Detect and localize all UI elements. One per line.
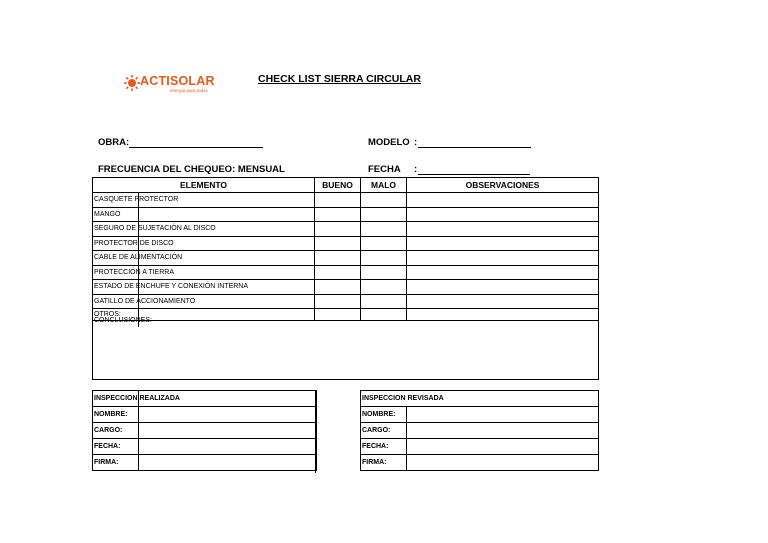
realizada-divider bbox=[138, 390, 139, 407]
fecha-colon: : bbox=[414, 164, 418, 175]
item-label: CABLE DE ALIMENTACIÓN bbox=[93, 251, 315, 266]
header-elemento: ELEMENTO bbox=[93, 178, 315, 193]
cargo-label: CARGO: bbox=[93, 423, 139, 439]
fecha-field[interactable] bbox=[418, 174, 530, 175]
modelo-colon: : bbox=[414, 137, 418, 148]
inspeccion-revisada-title: INSPECCION REVISADA bbox=[361, 391, 599, 407]
malo-cell[interactable] bbox=[361, 251, 407, 266]
firma-field[interactable] bbox=[139, 455, 317, 471]
nombre-label: NOMBRE: bbox=[361, 407, 407, 423]
observaciones-cell[interactable] bbox=[407, 251, 599, 266]
table-header-row bbox=[93, 178, 599, 193]
firma-label: FIRMA: bbox=[361, 455, 407, 471]
bueno-cell[interactable] bbox=[315, 251, 361, 266]
malo-cell[interactable] bbox=[361, 222, 407, 237]
conclusions-label: CONCLUSIONES: bbox=[94, 317, 152, 324]
header-malo: MALO bbox=[361, 178, 407, 193]
table-row bbox=[93, 251, 599, 266]
table-row bbox=[93, 309, 599, 321]
table-row bbox=[93, 294, 599, 309]
conclusions-row bbox=[93, 321, 599, 380]
observaciones-cell[interactable] bbox=[407, 265, 599, 280]
nombre-field[interactable] bbox=[407, 407, 599, 423]
table-row bbox=[93, 280, 599, 295]
item-label: SEGURO DE SUJETACIÓN AL DISCO bbox=[93, 222, 315, 237]
item-label: PROTECTOR DE DISCO bbox=[93, 236, 315, 251]
page-title: CHECK LIST SIERRA CIRCULAR bbox=[258, 73, 421, 85]
logo-tagline: energía para todos bbox=[170, 88, 208, 93]
malo-cell[interactable] bbox=[361, 309, 407, 321]
inspeccion-revisada-table bbox=[360, 390, 599, 471]
cargo-field[interactable] bbox=[407, 423, 599, 439]
logo-wordmark: ACTISOLAR bbox=[140, 74, 215, 88]
item-label: MANGO bbox=[93, 207, 315, 222]
fecha-label: FECHA bbox=[368, 164, 401, 175]
conclusions-cell[interactable] bbox=[93, 317, 599, 380]
item-label: GATILLO DE ACCIONAMIENTO bbox=[93, 294, 315, 309]
modelo-field[interactable] bbox=[418, 147, 531, 148]
cargo-label: CARGO: bbox=[361, 423, 407, 439]
observaciones-cell[interactable] bbox=[407, 280, 599, 295]
table-row bbox=[93, 207, 599, 222]
frecuencia-label: FRECUENCIA DEL CHEQUEO: MENSUAL bbox=[98, 164, 285, 175]
firma-label: FIRMA: bbox=[93, 455, 139, 471]
bueno-cell[interactable] bbox=[315, 280, 361, 295]
nombre-field[interactable] bbox=[139, 407, 317, 423]
bueno-cell[interactable] bbox=[315, 294, 361, 309]
inspeccion-realizada-title: INSPECCION REALIZADA bbox=[93, 391, 317, 407]
elemento-column-divider bbox=[138, 192, 139, 327]
observaciones-cell[interactable] bbox=[407, 294, 599, 309]
bueno-cell[interactable] bbox=[315, 309, 361, 321]
sun-icon bbox=[124, 75, 140, 91]
fecha-field[interactable] bbox=[139, 439, 317, 455]
table-row bbox=[93, 265, 599, 280]
modelo-label: MODELO bbox=[368, 137, 410, 148]
bueno-cell[interactable] bbox=[315, 193, 361, 208]
malo-cell[interactable] bbox=[361, 265, 407, 280]
table-row bbox=[93, 193, 599, 208]
signature-gap-left-line bbox=[315, 390, 316, 473]
table-row bbox=[93, 222, 599, 237]
header-observaciones: OBSERVACIONES bbox=[407, 178, 599, 193]
fecha-label: FECHA: bbox=[93, 439, 139, 455]
firma-field[interactable] bbox=[407, 455, 599, 471]
obra-field[interactable] bbox=[129, 147, 263, 148]
bueno-cell[interactable] bbox=[315, 222, 361, 237]
malo-cell[interactable] bbox=[361, 193, 407, 208]
bueno-cell[interactable] bbox=[315, 265, 361, 280]
checklist-table bbox=[92, 177, 599, 380]
fecha-label: FECHA: bbox=[361, 439, 407, 455]
bueno-cell[interactable] bbox=[315, 207, 361, 222]
malo-cell[interactable] bbox=[361, 207, 407, 222]
bueno-cell[interactable] bbox=[315, 236, 361, 251]
item-label: CASQUETE PROTECTOR bbox=[93, 193, 315, 208]
item-label: OTROS: bbox=[93, 309, 315, 321]
malo-cell[interactable] bbox=[361, 236, 407, 251]
observaciones-cell[interactable] bbox=[407, 309, 599, 321]
malo-cell[interactable] bbox=[361, 280, 407, 295]
table-row bbox=[93, 236, 599, 251]
malo-cell[interactable] bbox=[361, 294, 407, 309]
cargo-field[interactable] bbox=[139, 423, 317, 439]
actisolar-logo bbox=[124, 72, 224, 98]
observaciones-cell[interactable] bbox=[407, 193, 599, 208]
observaciones-cell[interactable] bbox=[407, 207, 599, 222]
item-label: PROTECCIÓN A TIERRA bbox=[93, 265, 315, 280]
fecha-field[interactable] bbox=[407, 439, 599, 455]
obra-label: OBRA: bbox=[98, 137, 130, 148]
observaciones-cell[interactable] bbox=[407, 222, 599, 237]
observaciones-cell[interactable] bbox=[407, 236, 599, 251]
header-bueno: BUENO bbox=[315, 178, 361, 193]
nombre-label: NOMBRE: bbox=[93, 407, 139, 423]
inspeccion-realizada-table bbox=[92, 390, 317, 471]
item-label: ESTADO DE ENCHUFE Y CONEXIÓN INTERNA bbox=[93, 280, 315, 295]
